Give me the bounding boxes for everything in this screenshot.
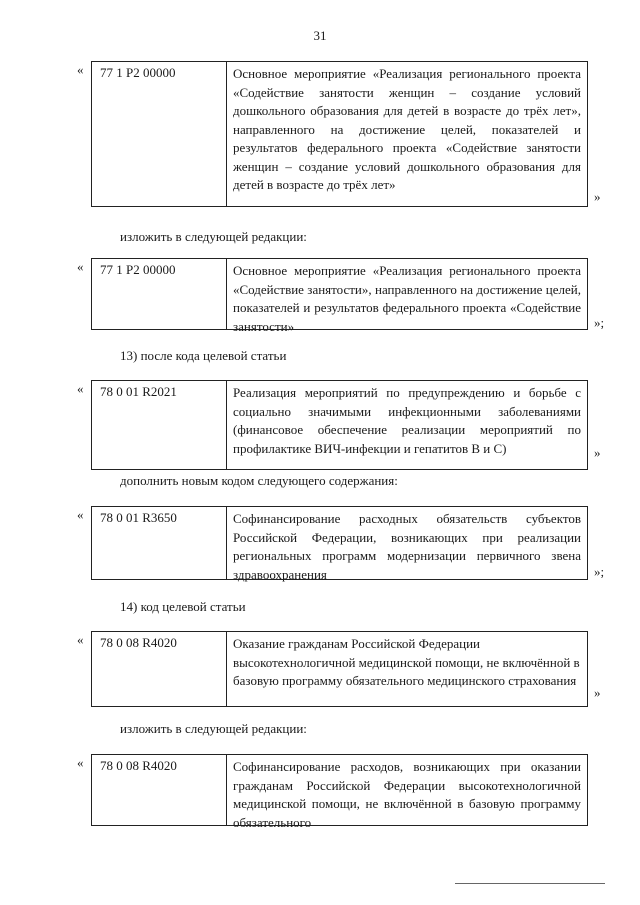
code-table: [91, 380, 588, 470]
footer-rule: [455, 883, 605, 884]
target-description: Софинансирование расходных обязательств субъектов Российской Федерации, возникающих при реализации региональных программ модернизации первичного звена здравоохранения: [233, 511, 581, 582]
quote-open: «: [77, 507, 84, 522]
code-table: [91, 506, 588, 580]
instruction-text: изложить в следующей редакции:: [120, 721, 307, 736]
target-code: 78 0 08 R4020: [92, 632, 227, 706]
code-table: [91, 258, 588, 334]
target-description: Основное мероприятие «Реализация регионального проекта «Содействие занятости», направленного на достижение целей, показателей и результатов федерального проекта «Содействие занятости»: [233, 263, 581, 334]
quote-open: «: [77, 259, 84, 274]
quote-open: «: [77, 755, 84, 770]
instruction-text: 14) код целевой статьи: [120, 599, 246, 614]
target-code: 78 0 08 R4020: [92, 755, 227, 825]
quote-open: «: [77, 632, 84, 647]
target-code: 77 1 Р2 00000: [92, 259, 227, 329]
target-code: 78 0 01 R2021: [92, 381, 227, 469]
quote-close: »: [594, 445, 601, 460]
target-description: Основное мероприятие «Реализация регионального проекта «Содействие занятости женщин – создание условий дошкольного образования для детей в возрасте до трёх лет», направленного на достижение целей, показателей и результатов федерального проекта «Содействие занятости женщин – создание условий дошкольного образования для детей в возрасте до трёх лет»: [233, 66, 581, 192]
target-description: Софинансирование расходов, возникающих при оказании гражданам Российской Федерации высокотехнологичной медицинской помощи, не включённой в базовую программу обязательного: [233, 759, 581, 830]
instruction-text: изложить в следующей редакции:: [120, 229, 307, 244]
code-table: [91, 754, 588, 830]
instruction-text: 13) после кода целевой статьи: [120, 348, 287, 363]
quote-open: «: [77, 62, 84, 77]
quote-open: «: [77, 381, 84, 396]
quote-close: »: [594, 189, 601, 204]
code-table: [91, 61, 588, 207]
code-table: [91, 631, 588, 707]
target-description: Оказание гражданам Российской Федерации высокотехнологичной медицинской помощи, не включённой в базовую программу обязательного медицинского страхования: [233, 636, 580, 688]
instruction-text: дополнить новым кодом следующего содержания:: [120, 473, 398, 488]
quote-close: »;: [594, 564, 605, 579]
page-number: 31: [313, 28, 327, 43]
quote-close: »: [594, 685, 601, 700]
target-code: 77 1 Р2 00000: [92, 62, 227, 206]
target-code: 78 0 01 R3650: [92, 507, 227, 579]
quote-close: »;: [594, 315, 605, 330]
target-description: Реализация мероприятий по предупреждению и борьбе с социально значимыми инфекционными заболеваниями (финансовое обеспечение реализации мероприятий по профилактике ВИЧ-инфекции и гепатитов В и С): [233, 385, 581, 456]
